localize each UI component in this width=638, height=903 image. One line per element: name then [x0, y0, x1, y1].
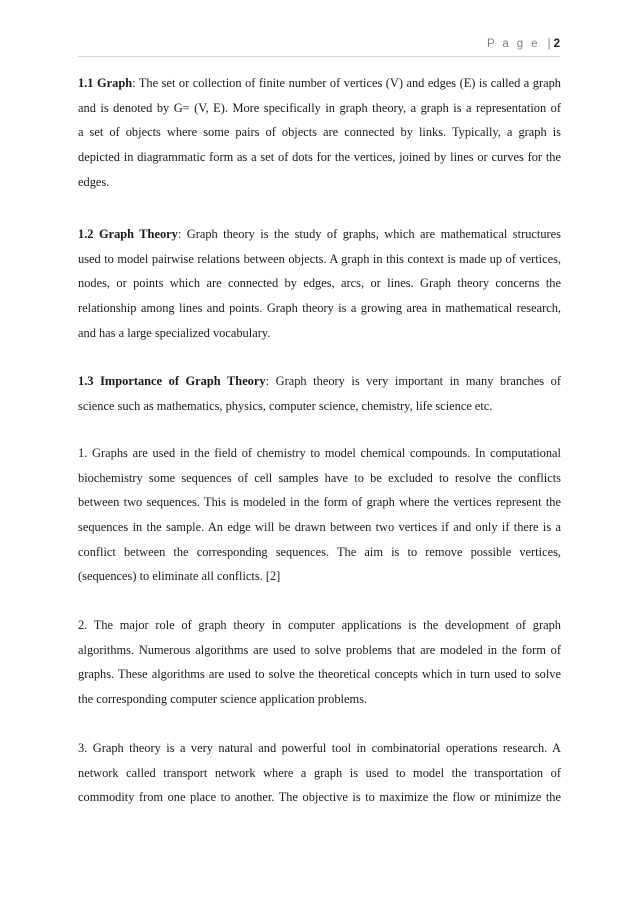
text-line: and has a large specialized vocabulary.	[78, 325, 271, 340]
header-divider	[78, 56, 560, 57]
text-line: 3. Graph theory is a very natural and powerful tool in combinatorial operations research. A	[78, 741, 561, 755]
section-graph-theory	[78, 222, 561, 345]
text-line: network called transport network where a graph is used to model the transportation of	[78, 765, 561, 780]
text-line: between two sequences. This is modeled in the form of graph where the vertices represent the	[78, 495, 561, 510]
page-number: 2	[553, 38, 560, 50]
page-label: P a g e	[486, 38, 540, 50]
page-header	[78, 38, 560, 56]
text-line: a set of objects where some pairs of objects are connected by links. Typically, a graph is	[78, 125, 561, 140]
text-line: sequences in the sample. An edge will be drawn between two vertices if and only if there is a	[78, 520, 561, 535]
point-computer-applications	[78, 613, 561, 712]
text-line: relationship among lines and points. Graph theory is a growing area in mathematical research,	[78, 301, 561, 316]
text-line: commodity from one place to another. The objective is to maximize the flow or minimize the	[78, 790, 561, 805]
text-line: graphs. These algorithms are used to solve the theoretical concepts which in turn used to solve	[78, 667, 561, 682]
section-heading: 1.2 Graph Theory	[78, 227, 178, 241]
section-heading: 1.3 Importance of Graph Theory	[78, 374, 266, 388]
text-line: edges.	[78, 174, 110, 189]
text-line: 1.1 Graph: The set or collection of finite number of vertices (V) and edges (E) is called a graph	[78, 76, 562, 90]
text-line: 1. Graphs are used in the field of chemistry to model chemical compounds. In computational	[78, 446, 561, 460]
text-line: 1.3 Importance of Graph Theory: Graph theory is very important in many branches of	[78, 374, 561, 388]
text-line: 2. The major role of graph theory in computer applications is the development of graph	[78, 618, 561, 632]
page-separator: |	[547, 38, 551, 50]
text-line: the corresponding computer science application problems.	[78, 692, 368, 707]
section-heading: 1.1 Graph	[78, 76, 133, 90]
section-importance	[78, 369, 561, 418]
text-line: conflict between the corresponding sequences. The aim is to remove possible vertices,	[78, 544, 561, 559]
section-graph	[78, 71, 561, 194]
text-line: algorithms. Numerous algorithms are used to solve problems that are modeled in the form of	[78, 642, 561, 657]
point-operations-research	[78, 736, 561, 810]
text-line: science such as mathematics, physics, computer science, chemistry, life science etc.	[78, 398, 493, 413]
text-line: used to model pairwise relations between objects. A graph in this context is made up of vertices,	[78, 251, 561, 266]
text-line: depicted in diagrammatic form as a set of dots for the vertices, joined by lines or curves for the	[78, 150, 561, 165]
text-line: nodes, or points which are connected by edges, arcs, or lines. Graph theory concerns the	[78, 276, 561, 291]
text-line: biochemistry some sequences of cell samples have to be excluded to resolve the conflicts	[78, 470, 561, 485]
text-line: 1.2 Graph Theory: Graph theory is the study of graphs, which are mathematical structures	[78, 227, 561, 241]
point-chemistry	[78, 441, 561, 589]
text-line: and is denoted by G= (V, E). More specifically in graph theory, a graph is a representation of	[78, 100, 561, 115]
text-line: (sequences) to eliminate all conflicts. [2]	[78, 569, 281, 584]
